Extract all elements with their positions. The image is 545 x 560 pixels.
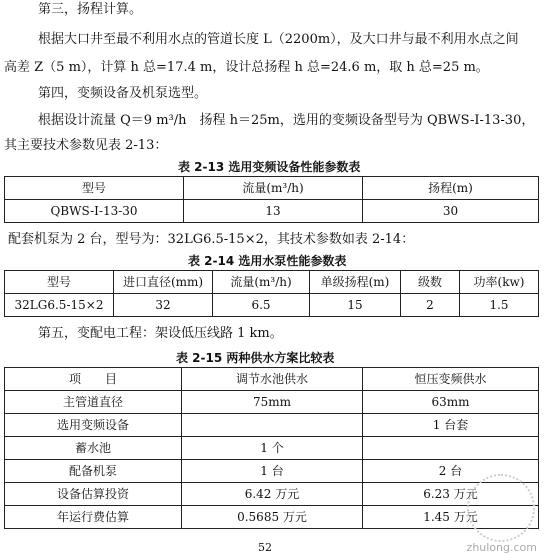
table-header-row (5, 368, 539, 391)
table-header-cell: 进口直径(mm) (114, 271, 213, 294)
table-row (5, 506, 539, 529)
table-cell: 30 (363, 200, 539, 223)
table-header-cell: 型号 (5, 271, 114, 294)
page-number: 52 (258, 541, 272, 554)
table-2-15 (4, 367, 539, 529)
table-cell: 选用变频设备 (5, 414, 182, 437)
table-header-cell: 恒压变频供水 (363, 368, 539, 391)
table-header-cell: 功率(kw) (460, 271, 539, 294)
table-cell: 13 (184, 200, 363, 223)
table-cell: 1 台 (182, 460, 363, 483)
table-row (5, 460, 539, 483)
table-header-cell: 单级扬程(m) (310, 271, 401, 294)
watermark-text: zhulong.com (466, 541, 537, 554)
table-cell: 6.5 (213, 294, 310, 317)
table-header-cell: 型号 (5, 177, 184, 200)
table-header-cell: 级数 (401, 271, 460, 294)
table-cell: 15 (310, 294, 401, 317)
table-cell: 32 (114, 294, 213, 317)
table-2-13-caption: 表 2-13 选用变频设备性能参数表 (178, 160, 361, 174)
table-header-cell: 扬程(m) (363, 177, 539, 200)
paragraph-design-flow: 根据设计流量 Q＝9 m³/h 扬程 h＝25m，选用的变频设备型号为 QBWS-I-13-30， (38, 113, 535, 128)
table-cell: 蓄水池 (5, 437, 182, 460)
table-2-14-caption: 表 2-14 选用水泵性能参数表 (188, 254, 347, 268)
table-row (5, 294, 539, 317)
table-cell: 1 台套 (363, 414, 539, 437)
table-header-cell: 项 目 (5, 368, 182, 391)
table-cell: 0.5685 万元 (182, 506, 363, 529)
table-row (5, 391, 539, 414)
watermark-logo-icon (467, 474, 535, 542)
table-cell: 6.42 万元 (182, 483, 363, 506)
table-cell: 63mm (363, 391, 539, 414)
table-header-cell: 流量(m³/h) (213, 271, 310, 294)
table-header-row (5, 177, 539, 200)
table-cell: 6.23 万元 (363, 483, 539, 506)
table-cell: 1.5 (460, 294, 539, 317)
table-cell: 1.45 万元 (363, 506, 539, 529)
table-cell: 2 (401, 294, 460, 317)
table-header-cell: 调节水池供水 (182, 368, 363, 391)
table-header-row (5, 271, 539, 294)
table-2-15-caption: 表 2-15 两种供水方案比较表 (176, 351, 335, 365)
table-cell: QBWS-I-13-30 (5, 200, 184, 223)
table-header-cell: 流量(m³/h) (184, 177, 363, 200)
table-2-13 (4, 176, 539, 223)
table-row (5, 437, 539, 460)
paragraph-pump-intro: 配套机泵为 2 台，型号为：32LG6.5-15×2，其技术参数如表 2-14： (8, 232, 415, 247)
table-row (5, 483, 539, 506)
table-row (5, 414, 539, 437)
table-row (5, 200, 539, 223)
table-cell: 2 台 (363, 460, 539, 483)
table-cell (363, 437, 539, 460)
table-cell: 主管道直径 (5, 391, 182, 414)
paragraph-params-intro: 其主要技术参数见表 2-13： (4, 138, 168, 153)
table-cell: 设备估算投资 (5, 483, 182, 506)
table-cell: 75mm (182, 391, 363, 414)
table-cell: 配备机泵 (5, 460, 182, 483)
paragraph-pipe-length: 根据大口井至最不利用水点的管道长度 L（2200m），及大口井与最不利用水点之间 (38, 32, 519, 47)
paragraph-step3: 第三，扬程计算。 (38, 2, 143, 17)
table-2-14 (4, 270, 539, 317)
paragraph-step5: 第五，变配电工程：架设低压线路 1 km。 (38, 326, 283, 341)
table-cell: 1 个 (182, 437, 363, 460)
paragraph-step4: 第四，变频设备及机泵选型。 (38, 86, 208, 101)
paragraph-head-calc: 高差 Z（5 m），计算 h 总=17.4 m，设计总扬程 h 总=24.6 m，取 h 总=25 m。 (4, 60, 489, 75)
table-cell: 32LG6.5-15×2 (5, 294, 114, 317)
table-cell: 年运行费估算 (5, 506, 182, 529)
table-cell (182, 414, 363, 437)
